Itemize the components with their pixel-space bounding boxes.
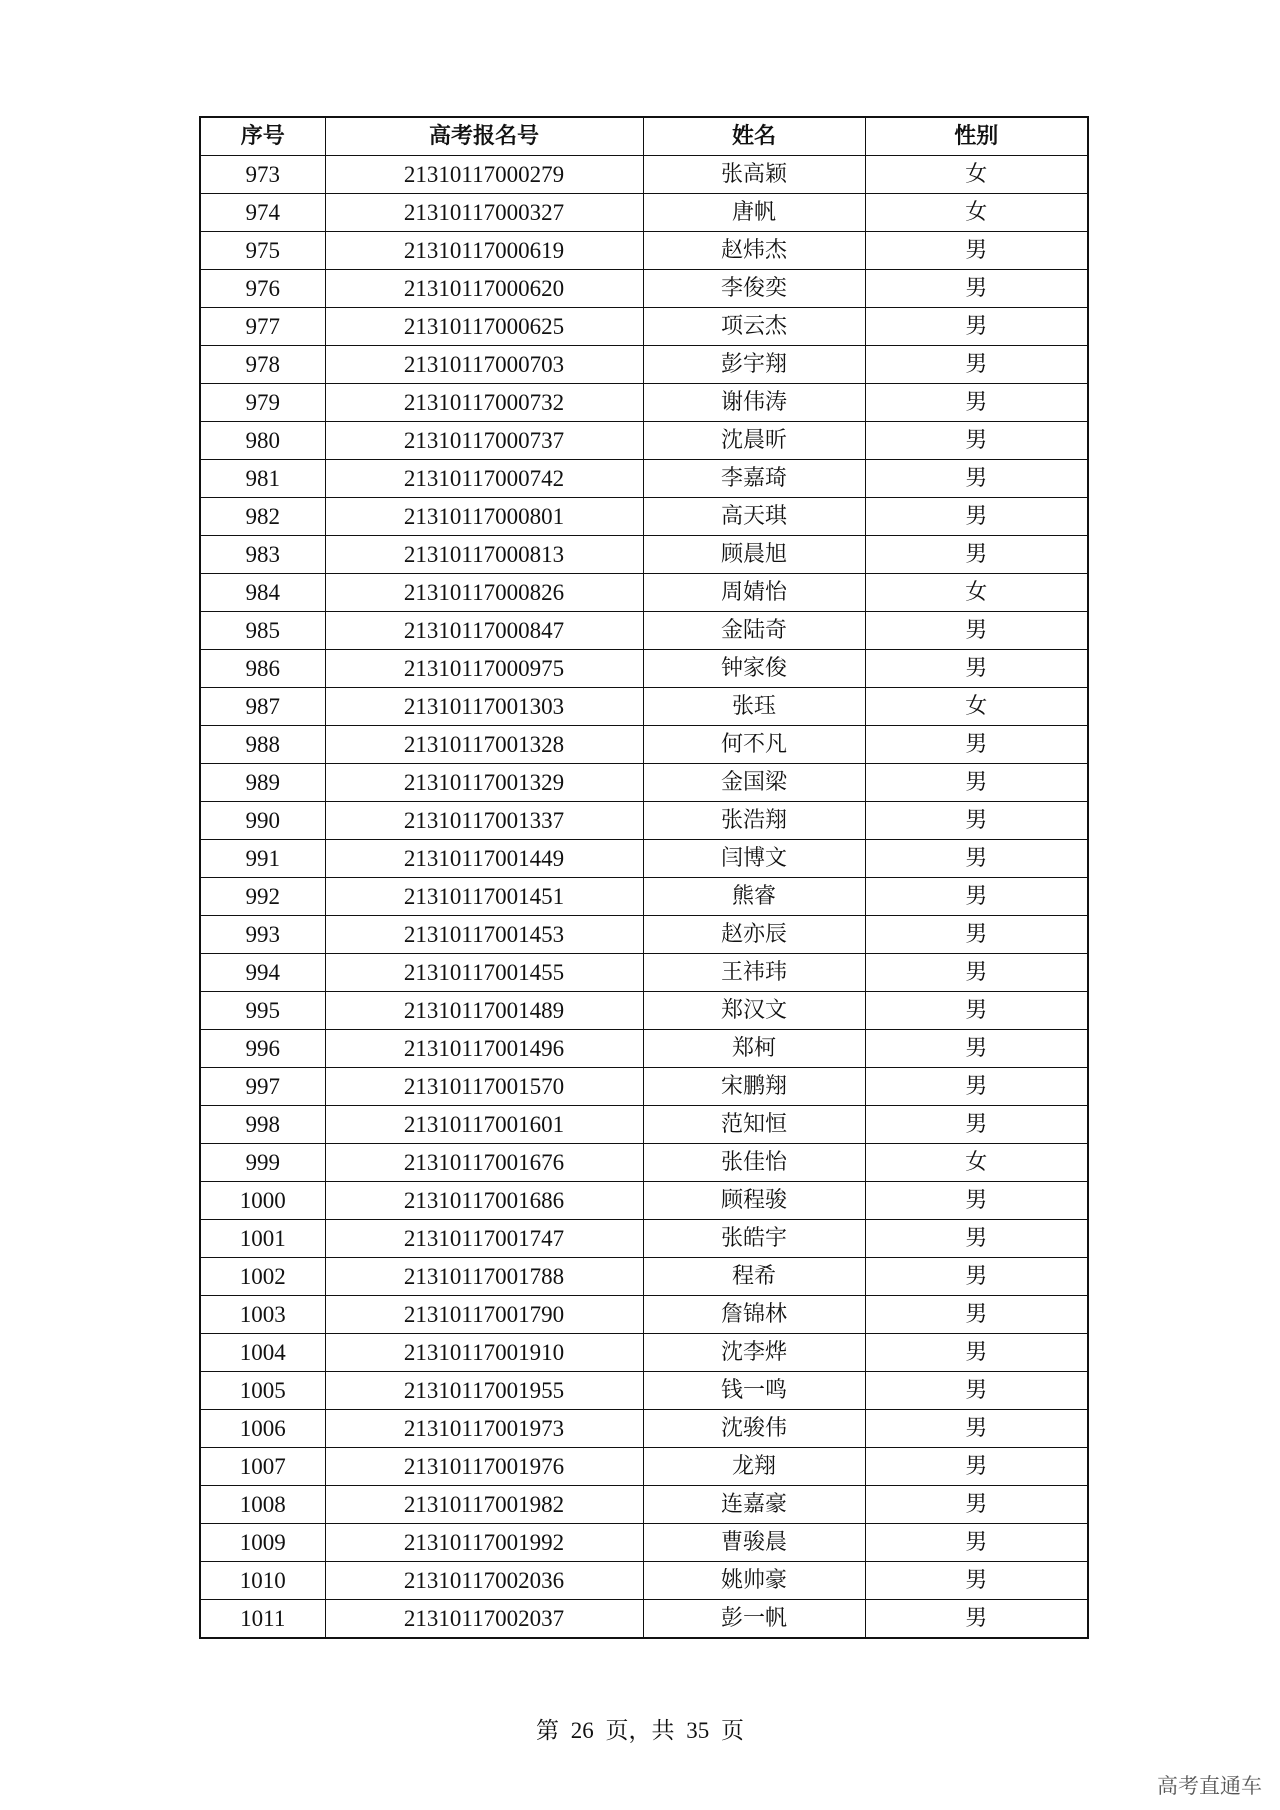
table-row bbox=[200, 954, 1088, 992]
cell-name: 沈骏伟 bbox=[643, 1410, 865, 1448]
cell-seq: 995 bbox=[200, 992, 325, 1030]
cell-seq: 979 bbox=[200, 384, 325, 422]
cell-seq: 992 bbox=[200, 878, 325, 916]
table-row bbox=[200, 1524, 1088, 1562]
cell-seq: 1005 bbox=[200, 1372, 325, 1410]
cell-seq: 984 bbox=[200, 574, 325, 612]
table-row bbox=[200, 1410, 1088, 1448]
cell-exam-id: 21310117000801 bbox=[325, 498, 643, 536]
cell-exam-id: 21310117000847 bbox=[325, 612, 643, 650]
table-row bbox=[200, 1106, 1088, 1144]
cell-exam-id: 21310117001570 bbox=[325, 1068, 643, 1106]
cell-exam-id: 21310117000742 bbox=[325, 460, 643, 498]
table-row bbox=[200, 764, 1088, 802]
cell-seq: 1000 bbox=[200, 1182, 325, 1220]
table-row bbox=[200, 498, 1088, 536]
table-row bbox=[200, 1448, 1088, 1486]
cell-seq: 1003 bbox=[200, 1296, 325, 1334]
cell-name: 何不凡 bbox=[643, 726, 865, 764]
cell-gender: 男 bbox=[865, 1486, 1088, 1524]
cell-gender: 男 bbox=[865, 1334, 1088, 1372]
table-row bbox=[200, 726, 1088, 764]
table-row bbox=[200, 1144, 1088, 1182]
cell-name: 范知恒 bbox=[643, 1106, 865, 1144]
cell-name: 高天琪 bbox=[643, 498, 865, 536]
table-row bbox=[200, 1334, 1088, 1372]
table-row bbox=[200, 1068, 1088, 1106]
table-row bbox=[200, 1220, 1088, 1258]
table-row bbox=[200, 194, 1088, 232]
cell-name: 张佳怡 bbox=[643, 1144, 865, 1182]
cell-name: 张皓宇 bbox=[643, 1220, 865, 1258]
cell-gender: 男 bbox=[865, 536, 1088, 574]
cell-exam-id: 21310117001337 bbox=[325, 802, 643, 840]
cell-seq: 1006 bbox=[200, 1410, 325, 1448]
cell-name: 曹骏晨 bbox=[643, 1524, 865, 1562]
cell-seq: 1007 bbox=[200, 1448, 325, 1486]
cell-exam-id: 21310117001982 bbox=[325, 1486, 643, 1524]
cell-gender: 女 bbox=[865, 688, 1088, 726]
cell-gender: 男 bbox=[865, 650, 1088, 688]
cell-name: 赵炜杰 bbox=[643, 232, 865, 270]
cell-gender: 男 bbox=[865, 1068, 1088, 1106]
cell-seq: 973 bbox=[200, 156, 325, 194]
site-watermark: 高考直通车 bbox=[1157, 1774, 1262, 1798]
cell-gender: 男 bbox=[865, 916, 1088, 954]
cell-gender: 男 bbox=[865, 992, 1088, 1030]
cell-name: 彭宇翔 bbox=[643, 346, 865, 384]
table-row bbox=[200, 384, 1088, 422]
header-name: 姓名 bbox=[643, 117, 865, 156]
cell-exam-id: 21310117001451 bbox=[325, 878, 643, 916]
table-row bbox=[200, 1182, 1088, 1220]
admission-roster-table bbox=[199, 116, 1089, 1639]
cell-name: 沈李烨 bbox=[643, 1334, 865, 1372]
cell-exam-id: 21310117002037 bbox=[325, 1600, 643, 1639]
cell-exam-id: 21310117000620 bbox=[325, 270, 643, 308]
cell-exam-id: 21310117001453 bbox=[325, 916, 643, 954]
table-row bbox=[200, 612, 1088, 650]
cell-seq: 1004 bbox=[200, 1334, 325, 1372]
cell-name: 程希 bbox=[643, 1258, 865, 1296]
cell-exam-id: 21310117001788 bbox=[325, 1258, 643, 1296]
cell-gender: 男 bbox=[865, 840, 1088, 878]
cell-gender: 男 bbox=[865, 308, 1088, 346]
cell-gender: 男 bbox=[865, 346, 1088, 384]
table-body bbox=[200, 156, 1088, 1639]
cell-gender: 男 bbox=[865, 954, 1088, 992]
table-row bbox=[200, 1372, 1088, 1410]
cell-seq: 996 bbox=[200, 1030, 325, 1068]
table-row bbox=[200, 422, 1088, 460]
table-row bbox=[200, 1486, 1088, 1524]
cell-name: 熊睿 bbox=[643, 878, 865, 916]
cell-seq: 990 bbox=[200, 802, 325, 840]
cell-seq: 1011 bbox=[200, 1600, 325, 1639]
cell-seq: 978 bbox=[200, 346, 325, 384]
cell-name: 金陆奇 bbox=[643, 612, 865, 650]
cell-name: 宋鹏翔 bbox=[643, 1068, 865, 1106]
cell-seq: 997 bbox=[200, 1068, 325, 1106]
cell-exam-id: 21310117000279 bbox=[325, 156, 643, 194]
cell-seq: 988 bbox=[200, 726, 325, 764]
table-row bbox=[200, 802, 1088, 840]
cell-exam-id: 21310117001676 bbox=[325, 1144, 643, 1182]
cell-gender: 男 bbox=[865, 1182, 1088, 1220]
cell-seq: 983 bbox=[200, 536, 325, 574]
cell-name: 张高颖 bbox=[643, 156, 865, 194]
cell-gender: 男 bbox=[865, 1296, 1088, 1334]
header-exam-id: 高考报名号 bbox=[325, 117, 643, 156]
table-row bbox=[200, 1562, 1088, 1600]
cell-name: 项云杰 bbox=[643, 308, 865, 346]
cell-exam-id: 21310117001449 bbox=[325, 840, 643, 878]
cell-name: 赵亦辰 bbox=[643, 916, 865, 954]
cell-exam-id: 21310117001747 bbox=[325, 1220, 643, 1258]
cell-gender: 女 bbox=[865, 194, 1088, 232]
cell-exam-id: 21310117001686 bbox=[325, 1182, 643, 1220]
cell-gender: 男 bbox=[865, 1220, 1088, 1258]
table-row bbox=[200, 156, 1088, 194]
table-row bbox=[200, 574, 1088, 612]
cell-exam-id: 21310117000737 bbox=[325, 422, 643, 460]
table-row bbox=[200, 1600, 1088, 1639]
cell-name: 金国梁 bbox=[643, 764, 865, 802]
cell-name: 詹锦林 bbox=[643, 1296, 865, 1334]
cell-gender: 女 bbox=[865, 1144, 1088, 1182]
cell-gender: 男 bbox=[865, 1372, 1088, 1410]
cell-name: 张珏 bbox=[643, 688, 865, 726]
cell-gender: 男 bbox=[865, 1106, 1088, 1144]
table-row bbox=[200, 992, 1088, 1030]
cell-seq: 977 bbox=[200, 308, 325, 346]
cell-exam-id: 21310117001790 bbox=[325, 1296, 643, 1334]
cell-exam-id: 21310117000619 bbox=[325, 232, 643, 270]
cell-name: 闫博文 bbox=[643, 840, 865, 878]
cell-seq: 1001 bbox=[200, 1220, 325, 1258]
table-row bbox=[200, 878, 1088, 916]
cell-seq: 1002 bbox=[200, 1258, 325, 1296]
table-row bbox=[200, 916, 1088, 954]
table-row bbox=[200, 688, 1088, 726]
table-row bbox=[200, 1030, 1088, 1068]
cell-seq: 986 bbox=[200, 650, 325, 688]
cell-name: 龙翔 bbox=[643, 1448, 865, 1486]
cell-gender: 男 bbox=[865, 1030, 1088, 1068]
cell-exam-id: 21310117001489 bbox=[325, 992, 643, 1030]
cell-name: 唐帆 bbox=[643, 194, 865, 232]
table-row bbox=[200, 1296, 1088, 1334]
header-row bbox=[200, 117, 1088, 156]
cell-name: 姚帅豪 bbox=[643, 1562, 865, 1600]
cell-exam-id: 21310117001955 bbox=[325, 1372, 643, 1410]
cell-exam-id: 21310117001910 bbox=[325, 1334, 643, 1372]
table-row bbox=[200, 840, 1088, 878]
cell-name: 王祎玮 bbox=[643, 954, 865, 992]
cell-gender: 男 bbox=[865, 1524, 1088, 1562]
cell-seq: 985 bbox=[200, 612, 325, 650]
cell-seq: 981 bbox=[200, 460, 325, 498]
cell-exam-id: 21310117000826 bbox=[325, 574, 643, 612]
cell-gender: 男 bbox=[865, 498, 1088, 536]
cell-seq: 974 bbox=[200, 194, 325, 232]
cell-seq: 991 bbox=[200, 840, 325, 878]
cell-exam-id: 21310117000625 bbox=[325, 308, 643, 346]
cell-seq: 989 bbox=[200, 764, 325, 802]
table-row bbox=[200, 650, 1088, 688]
cell-exam-id: 21310117001455 bbox=[325, 954, 643, 992]
cell-seq: 980 bbox=[200, 422, 325, 460]
cell-gender: 男 bbox=[865, 1562, 1088, 1600]
cell-seq: 987 bbox=[200, 688, 325, 726]
header-seq: 序号 bbox=[200, 117, 325, 156]
table-row bbox=[200, 346, 1088, 384]
cell-seq: 998 bbox=[200, 1106, 325, 1144]
cell-seq: 994 bbox=[200, 954, 325, 992]
cell-gender: 男 bbox=[865, 612, 1088, 650]
cell-gender: 男 bbox=[865, 764, 1088, 802]
cell-exam-id: 21310117000732 bbox=[325, 384, 643, 422]
cell-seq: 982 bbox=[200, 498, 325, 536]
cell-exam-id: 21310117001496 bbox=[325, 1030, 643, 1068]
cell-name: 谢伟涛 bbox=[643, 384, 865, 422]
cell-gender: 男 bbox=[865, 1448, 1088, 1486]
cell-name: 顾晨旭 bbox=[643, 536, 865, 574]
table-row bbox=[200, 270, 1088, 308]
cell-seq: 975 bbox=[200, 232, 325, 270]
cell-exam-id: 21310117001973 bbox=[325, 1410, 643, 1448]
cell-exam-id: 21310117001976 bbox=[325, 1448, 643, 1486]
table-row bbox=[200, 232, 1088, 270]
cell-name: 郑汉文 bbox=[643, 992, 865, 1030]
cell-exam-id: 21310117000703 bbox=[325, 346, 643, 384]
table-row bbox=[200, 1258, 1088, 1296]
cell-name: 钟家俊 bbox=[643, 650, 865, 688]
table-header bbox=[200, 117, 1088, 156]
cell-name: 郑柯 bbox=[643, 1030, 865, 1068]
cell-exam-id: 21310117000813 bbox=[325, 536, 643, 574]
cell-name: 连嘉豪 bbox=[643, 1486, 865, 1524]
cell-exam-id: 21310117001328 bbox=[325, 726, 643, 764]
cell-gender: 男 bbox=[865, 460, 1088, 498]
cell-name: 张浩翔 bbox=[643, 802, 865, 840]
cell-gender: 男 bbox=[865, 270, 1088, 308]
table-row bbox=[200, 308, 1088, 346]
cell-gender: 男 bbox=[865, 878, 1088, 916]
cell-name: 李俊奕 bbox=[643, 270, 865, 308]
cell-seq: 999 bbox=[200, 1144, 325, 1182]
cell-name: 沈晨昕 bbox=[643, 422, 865, 460]
cell-exam-id: 21310117001601 bbox=[325, 1106, 643, 1144]
cell-gender: 男 bbox=[865, 232, 1088, 270]
table-row bbox=[200, 536, 1088, 574]
cell-seq: 1010 bbox=[200, 1562, 325, 1600]
page-number: 第 26 页，共 35 页 bbox=[536, 1718, 744, 1743]
cell-gender: 男 bbox=[865, 1258, 1088, 1296]
cell-gender: 男 bbox=[865, 802, 1088, 840]
cell-name: 顾程骏 bbox=[643, 1182, 865, 1220]
table-row bbox=[200, 460, 1088, 498]
cell-name: 钱一鸣 bbox=[643, 1372, 865, 1410]
cell-gender: 男 bbox=[865, 422, 1088, 460]
cell-gender: 男 bbox=[865, 1600, 1088, 1639]
cell-name: 周婧怡 bbox=[643, 574, 865, 612]
cell-gender: 女 bbox=[865, 574, 1088, 612]
cell-name: 李嘉琦 bbox=[643, 460, 865, 498]
cell-exam-id: 21310117001329 bbox=[325, 764, 643, 802]
cell-seq: 976 bbox=[200, 270, 325, 308]
cell-exam-id: 21310117001303 bbox=[325, 688, 643, 726]
cell-gender: 男 bbox=[865, 384, 1088, 422]
cell-gender: 男 bbox=[865, 726, 1088, 764]
cell-gender: 女 bbox=[865, 156, 1088, 194]
cell-exam-id: 21310117002036 bbox=[325, 1562, 643, 1600]
cell-seq: 1009 bbox=[200, 1524, 325, 1562]
cell-name: 彭一帆 bbox=[643, 1600, 865, 1639]
cell-exam-id: 21310117000327 bbox=[325, 194, 643, 232]
cell-exam-id: 21310117000975 bbox=[325, 650, 643, 688]
header-gender: 性别 bbox=[865, 117, 1088, 156]
cell-seq: 1008 bbox=[200, 1486, 325, 1524]
cell-exam-id: 21310117001992 bbox=[325, 1524, 643, 1562]
cell-gender: 男 bbox=[865, 1410, 1088, 1448]
cell-seq: 993 bbox=[200, 916, 325, 954]
